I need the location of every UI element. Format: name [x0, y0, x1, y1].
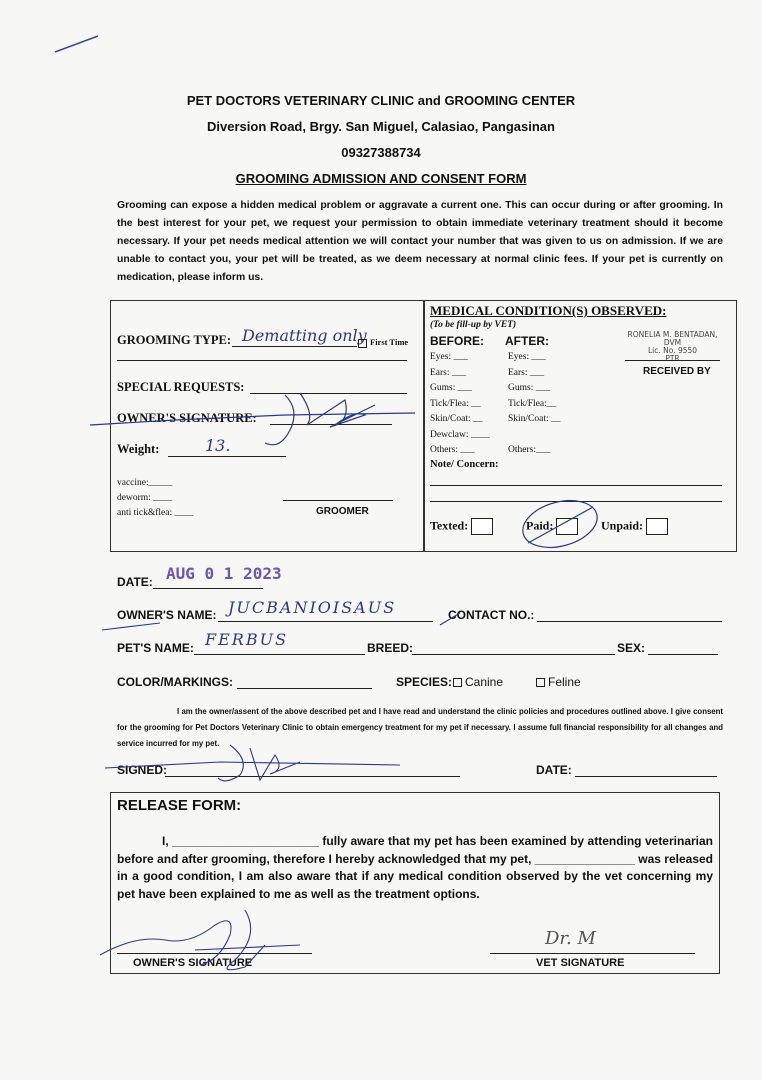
weight-label: Weight:	[117, 442, 160, 456]
breed-label: BREED:	[367, 641, 414, 655]
grooming-type-label: GROOMING TYPE:	[117, 333, 232, 347]
unpaid-label: Unpaid:	[601, 518, 644, 533]
special-requests-label: SPECIAL REQUESTS:	[117, 380, 245, 394]
release-owner-signature-scribble	[95, 905, 325, 985]
after-ears: Ears: ___	[508, 367, 545, 378]
after-tickflea: Tick/Flea:__	[508, 398, 557, 409]
vet-stamp-ptr: PTR	[665, 354, 680, 363]
texted-label: Texted:	[430, 518, 469, 533]
vet-stamp	[620, 331, 725, 363]
clinic-phone: 09327388734	[341, 145, 421, 160]
grooming-type-field[interactable]	[232, 346, 357, 347]
feline-checkbox[interactable]	[536, 678, 545, 687]
note-line-1[interactable]	[430, 485, 722, 486]
texted-option[interactable]	[430, 518, 493, 535]
consent-paragraph: I am the owner/assent of the above described pet and I have read and understand the clinic policies and procedures outlined above. I give consent for the grooming for Pet Doctors Veterinary Clinic to obtain emergency treatment for my pet if necessary. I assume full financial responsibility for all changes and service incurred for my pet.	[117, 707, 723, 748]
signed-date-field[interactable]	[575, 776, 717, 777]
color-field[interactable]	[237, 688, 372, 689]
pet-name-field[interactable]	[194, 654, 365, 655]
sex-label: SEX:	[617, 641, 646, 655]
grooming-extra-line	[117, 360, 407, 361]
pet-name-value: FERBUS	[205, 630, 289, 649]
first-time-checkbox[interactable]	[358, 339, 367, 348]
groomer-signature-line[interactable]	[283, 500, 393, 501]
texted-checkbox[interactable]	[471, 518, 493, 535]
signed-label: SIGNED:	[117, 763, 168, 777]
intro-paragraph: Grooming can expose a hidden medical problem or aggravate a current one. This can occur during or after grooming. In the best interest for your pet, we request your permission to obtain immediate veterinary treatment should it become necessary. If your pet needs medical attention we will contact your number that was given to us on admission. If we are unable to contact you, your pet will be treated, as we deem necessary at normal clinic fees. If your pet is currently on medication, please inform us.	[117, 200, 723, 283]
grooming-type-value: Dematting only	[242, 326, 367, 345]
canine-option[interactable]	[453, 675, 503, 689]
color-label: COLOR/MARKINGS:	[117, 675, 233, 689]
first-time-option[interactable]	[358, 337, 408, 348]
before-dewclaw: Dewclaw: ____	[430, 429, 490, 440]
canine-checkbox[interactable]	[453, 678, 462, 687]
first-time-label: First Time	[370, 337, 409, 347]
weight-field[interactable]	[168, 456, 286, 457]
vet-stamp-name: RONELIA M. BENTADAN, DVM	[627, 330, 718, 347]
release-vet-signature-label: VET SIGNATURE	[536, 957, 625, 969]
paid-label: Paid:	[526, 518, 554, 533]
medical-title: MEDICAL CONDITION(S) OBSERVED:	[430, 303, 667, 318]
before-label: BEFORE:	[430, 334, 484, 348]
species-label: SPECIES:	[396, 675, 453, 689]
deworm-field: deworm: ____	[117, 493, 173, 503]
vet-stamp-license: Lic. No. 9550	[647, 346, 698, 355]
weight-value: 13.	[205, 436, 231, 455]
signed-signature	[100, 740, 450, 790]
vaccine-field: vaccine:_____	[117, 478, 173, 488]
sex-field[interactable]	[648, 654, 718, 655]
pen-stroke-mark	[50, 30, 110, 60]
feline-option[interactable]	[536, 675, 581, 689]
note-label: Note/ Concern:	[430, 459, 499, 470]
owner-signature-label: OWNER'S SIGNATURE:	[117, 411, 257, 425]
date-stamp: AUG 0 1 2023	[166, 564, 282, 583]
release-owner-signature-label: OWNER'S SIGNATURE	[133, 957, 253, 969]
groomer-label: GROOMER	[316, 506, 369, 517]
contact-field[interactable]	[537, 621, 722, 622]
after-dewclaw-blank	[508, 428, 561, 444]
form-title: GROOMING ADMISSION AND CONSENT FORM	[235, 171, 527, 186]
owner-name-strike	[100, 605, 480, 635]
breed-field[interactable]	[412, 654, 615, 655]
before-skincoat: Skin/Coat: __	[430, 414, 483, 424]
owner-name-label: OWNER'S NAME:	[117, 608, 217, 622]
clinic-name: PET DOCTORS VETERINARY CLINIC and GROOMING CENTER	[186, 93, 576, 108]
received-by-line[interactable]	[625, 360, 720, 361]
release-vet-handwriting: Dr. M	[545, 928, 596, 949]
before-list	[430, 350, 490, 459]
before-others: Others: ___	[430, 445, 475, 455]
received-by-label: RECEIVED BY	[643, 366, 711, 377]
date-label: DATE:	[117, 575, 153, 589]
after-eyes: Eyes: ___	[508, 352, 546, 362]
after-label: AFTER:	[505, 334, 549, 348]
before-eyes: Eyes: ___	[430, 352, 468, 362]
release-title: RELEASE FORM:	[117, 797, 242, 814]
before-tickflea: Tick/Flea: __	[430, 398, 481, 409]
release-paragraph: I, ______________________ fully aware that my pet has been examined by attending veterinarian before and after grooming, therefore I hereby acknowledged that my pet, _______________ was released in a good condition, I am also aware that if any medical condition observed by the vet concerning my pet have been explained to me as well as the treatment options.	[117, 834, 713, 901]
before-ears: Ears: ___	[430, 367, 467, 378]
signed-date-label: DATE:	[536, 763, 572, 777]
antitick-field: anti tick&flea: ____	[117, 508, 194, 518]
contact-label: CONTACT NO.:	[448, 608, 535, 622]
unpaid-checkbox[interactable]	[646, 518, 668, 535]
medical-subtitle: (To be fill-up by VET)	[430, 320, 517, 330]
owner-name-value: JUCBANIOISAUS	[228, 598, 397, 617]
date-field[interactable]	[153, 588, 263, 589]
pet-name-label: PET'S NAME:	[117, 641, 194, 655]
feline-label: Feline	[548, 675, 581, 689]
after-skincoat: Skin/Coat: __	[508, 414, 561, 424]
after-others: Others:___	[508, 445, 551, 455]
paid-circle-mark	[518, 495, 603, 553]
canine-label: Canine	[465, 675, 504, 689]
unpaid-option[interactable]	[601, 518, 668, 535]
release-vet-signature-line[interactable]	[490, 953, 695, 954]
before-gums: Gums: ___	[430, 383, 472, 393]
after-list	[508, 350, 561, 459]
after-gums: Gums: ___	[508, 383, 550, 393]
clinic-address: Diversion Road, Brgy. San Miguel, Calasiao, Pangasinan	[207, 119, 555, 134]
